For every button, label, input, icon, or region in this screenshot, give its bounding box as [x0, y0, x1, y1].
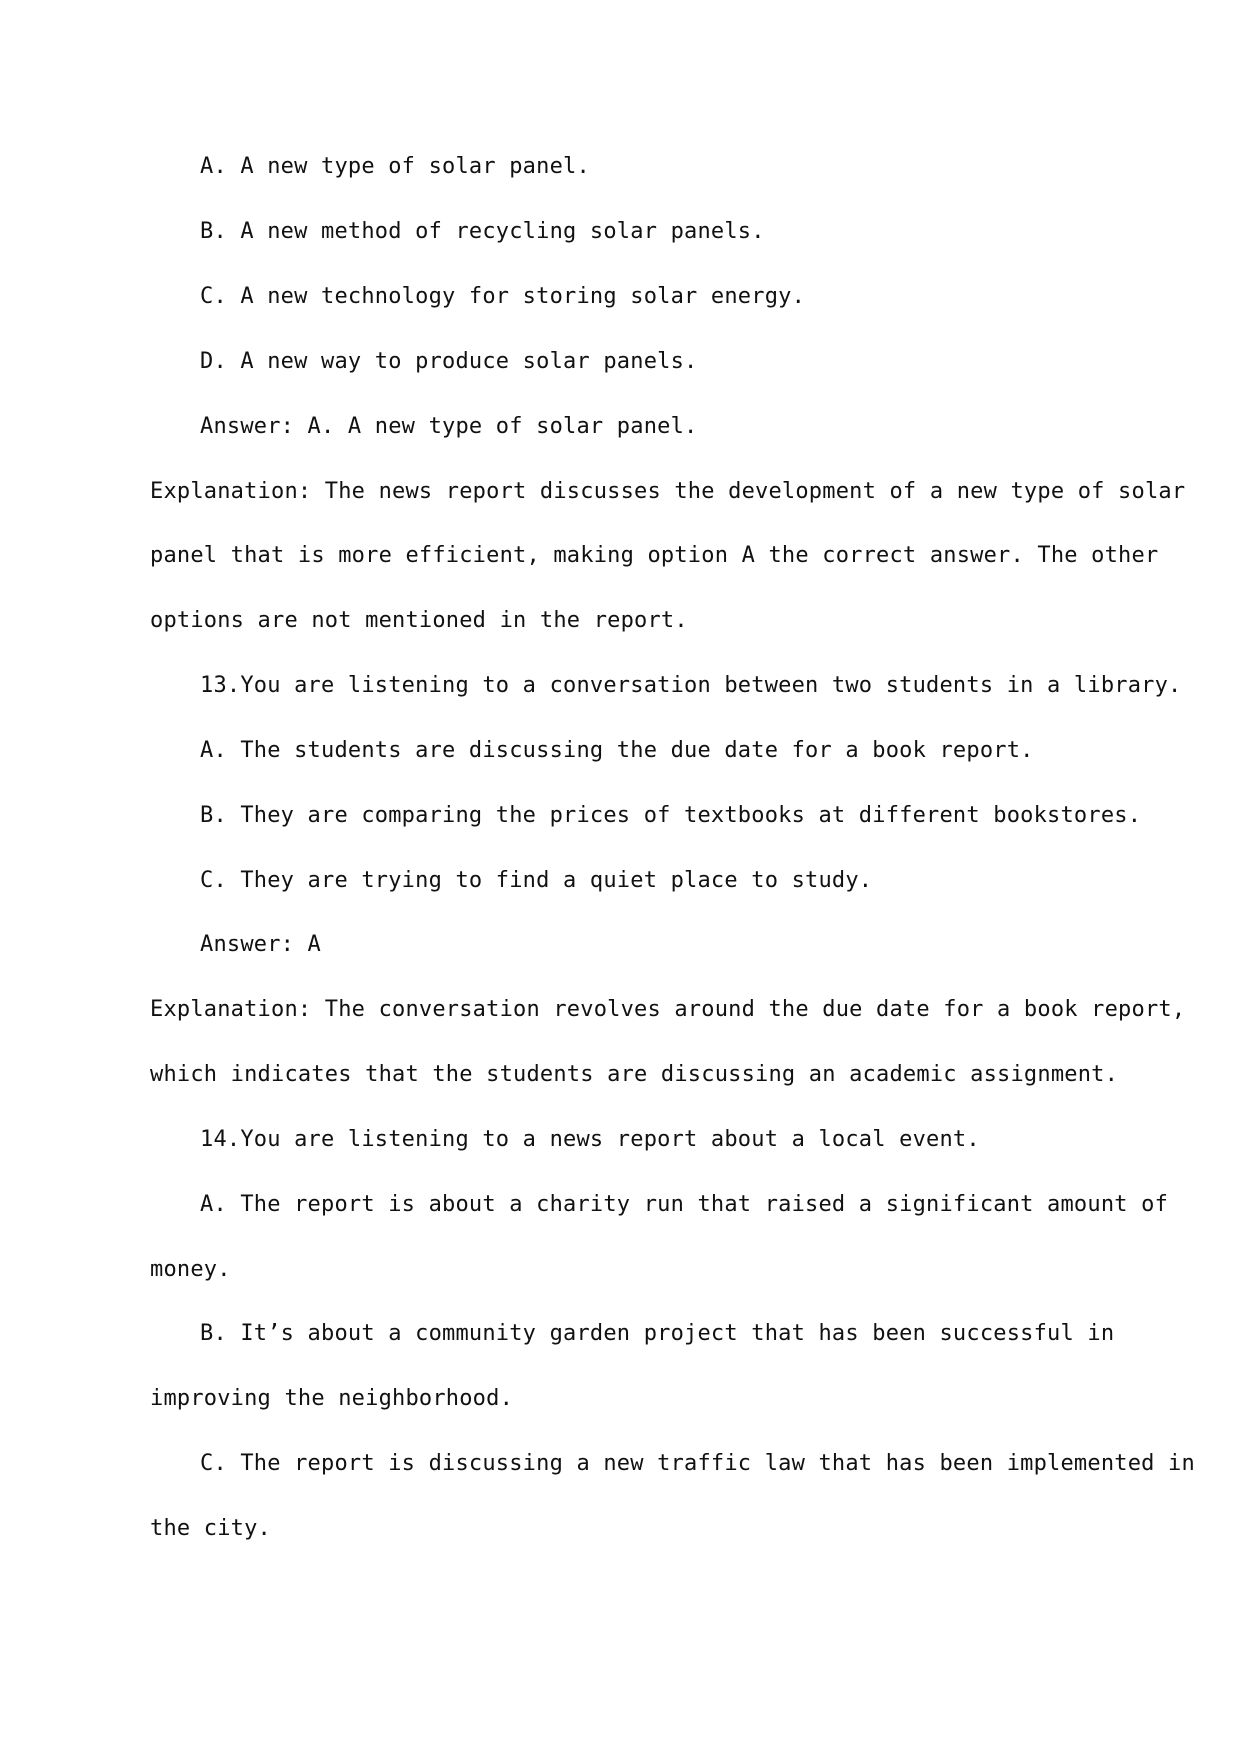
- option-b-q13: B. They are comparing the prices of textbooks at different bookstores.: [200, 803, 1142, 828]
- option-b-q14-line-1: B. It’s about a community garden project that has been successful in: [200, 1321, 1115, 1346]
- explanation-q13-line-2: which indicates that the students are discussing an academic assignment.: [150, 1062, 1119, 1087]
- option-b-q14-line-2: improving the neighborhood.: [150, 1386, 514, 1411]
- option-b-q12: B. A new method of recycling solar panels.: [200, 219, 765, 244]
- explanation-q12-line-2: panel that is more efficient, making option A the correct answer. The other: [150, 543, 1159, 568]
- option-a-q14-line-1: A. The report is about a charity run that raised a significant amount of: [200, 1192, 1169, 1217]
- option-a-q13: A. The students are discussing the due date for a book report.: [200, 738, 1034, 763]
- option-c-q13: C. They are trying to find a quiet place to study.: [200, 868, 873, 893]
- question-13-stem: 13.You are listening to a conversation between two students in a library.: [200, 673, 1182, 698]
- question-14-stem: 14.You are listening to a news report about a local event.: [200, 1127, 980, 1152]
- option-a-q12: A. A new type of solar panel.: [200, 154, 590, 179]
- explanation-q13-line-1: Explanation: The conversation revolves around the due date for a book report,: [150, 997, 1186, 1022]
- answer-q12: Answer: A. A new type of solar panel.: [200, 414, 698, 439]
- option-c-q12: C. A new technology for storing solar energy.: [200, 284, 806, 309]
- explanation-q12-line-1: Explanation: The news report discusses the development of a new type of solar: [150, 479, 1186, 504]
- option-d-q12: D. A new way to produce solar panels.: [200, 349, 698, 374]
- option-c-q14-line-2: the city.: [150, 1516, 272, 1541]
- answer-q13: Answer: A: [200, 932, 322, 957]
- option-a-q14-line-2: money.: [150, 1257, 231, 1282]
- explanation-q12-line-3: options are not mentioned in the report.: [150, 608, 688, 633]
- option-c-q14-line-1: C. The report is discussing a new traffic law that has been implemented in: [200, 1451, 1195, 1476]
